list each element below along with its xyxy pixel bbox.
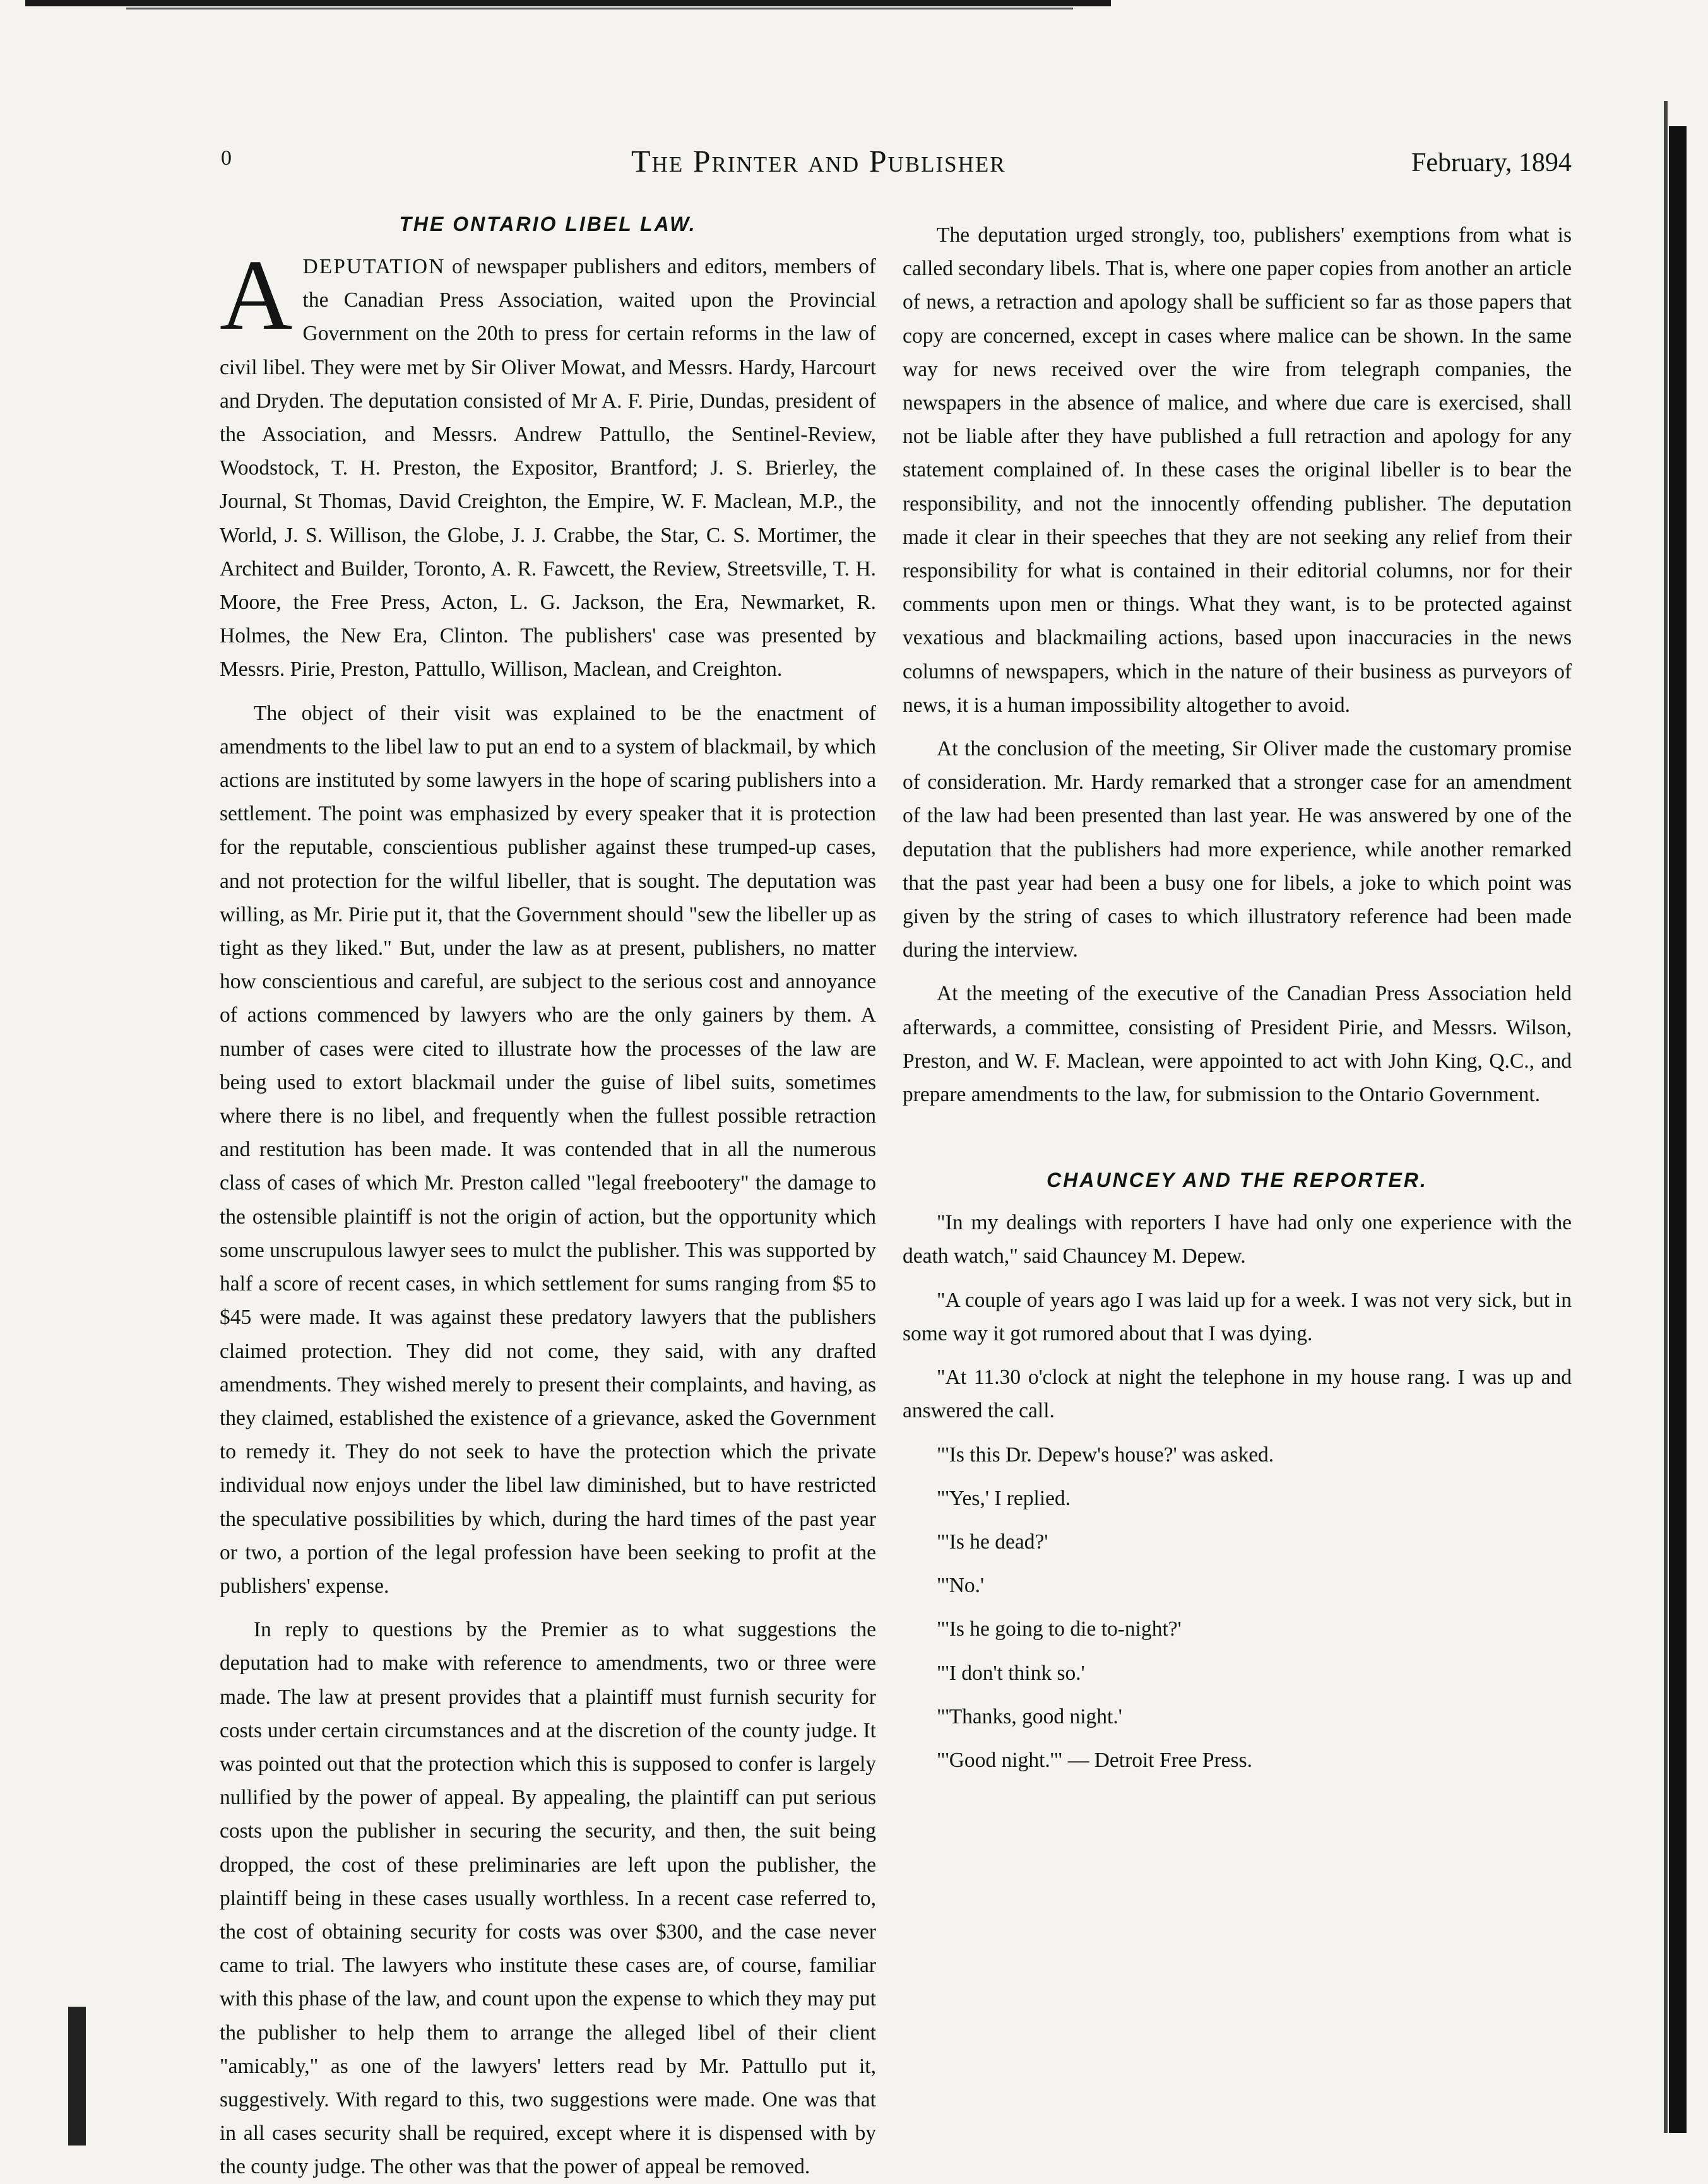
column-right — [903, 208, 1572, 1777]
paragraph-text: of newspaper publishers and editors, members of the Canadian Press Association, waited upon the Provincial Government on the 20th to press for certain reforms in the law of civil libel. They were met by Sir Oliver Mowat, and Messrs. Hardy, Harcourt and Dryden. The deputation consisted of Mr A. F. Pirie, Dundas, president of the Association, and Messrs. Andrew Pattullo, the Sentinel-Review, Woodstock, T. H. Preston, the Expositor, Brantford; J. S. Brierley, the Journal, St Thomas, David Creighton, the Empire, W. F. Maclean, M.P., the World, J. S. Willison, the Globe, J. J. Crabbe, the Star, C. S. Mortimer, the Architect and Builder, Toronto, A. R. Fawcett, the Review, Streetsville, T. H. Moore, the Free Press, Acton, L. G. Jackson, the Era, Newmarket, R. Holmes, the New Era, Clinton. The publishers' case was presented by Messrs. Pirie, Preston, Pattullo, Willison, Maclean, and Creighton. — [220, 255, 877, 682]
article-title-libel-law: THE ONTARIO LIBEL LAW. — [399, 213, 697, 235]
running-head: The Printer and Publisher — [631, 143, 1006, 179]
article-paragraph: At the conclusion of the meeting, Sir Oliver made the customary promise of consideration. Mr. Hardy remarked that a stronger case for an amendment of the law had been presented than last year. He was answered by one of the deputation that the publishers had more experience, while another remarked that the past year had been a busy one for libels, a joke to which point was given by the string of cases to which illustratory reference had been made during the interview. — [903, 737, 1572, 962]
scan-edge-top-line — [126, 8, 1073, 9]
dialogue-line: "A couple of years ago I was laid up for a week. I was not very sick, but in some way it got rumored about that I was dying. — [903, 1288, 1572, 1345]
dropcap: A — [220, 239, 293, 351]
dialogue — [903, 1206, 1572, 1777]
article-paragraph: At the meeting of the executive of the Canadian Press Association held afterwards, a committee, consisting of President Pirie, and Messrs. Wilson, Preston, and W. F. Maclean, were appointed to act with John King, Q.C., and prepare amendments to the law, for submission to the Ontario Government. — [903, 982, 1572, 1107]
page-header — [0, 143, 1708, 184]
dialogue-line: "'Is he dead?' — [937, 1530, 1048, 1554]
article-title-chauncey: CHAUNCEY AND THE REPORTER. — [1047, 1169, 1428, 1192]
dialogue-line: "'I don't think so.' — [937, 1661, 1085, 1685]
article-paragraph — [220, 239, 877, 687]
dialogue-line: "'Yes,' I replied. — [937, 1486, 1071, 1510]
dialogue-line: "'Is this Dr. Depew's house?' was asked. — [937, 1443, 1274, 1467]
dialogue-line: "'Is he going to die to-night?' — [937, 1617, 1182, 1641]
dialogue-line: "At 11.30 o'clock at night the telephone in my house rang. I was up and answered the call. — [903, 1366, 1572, 1423]
dialogue-line: "'Thanks, good night.' — [937, 1704, 1122, 1728]
column-left — [220, 208, 876, 2184]
scan-edge-left-bottom — [68, 2007, 86, 2146]
article-paragraph: In reply to questions by the Premier as to what suggestions the deputation had to make with reference to amendments, two or three were made. The law at present provides that a plaintiff must furnish security for costs under certain circumstances and at the discretion of the county judge. It was pointed out that the protection which this is supposed to confer is largely nullified by the power of appeal. By appealing, the plaintiff can put serious costs upon the publisher in securing the security, and then, the suit being dropped, the cost of these preliminaries are left upon the publisher, the plaintiff being in these cases usually worthless. In a recent case referred to, the cost of obtaining security for costs was over $300, and the case never came to trial. The lawyers who institute these cases are, of course, familiar with this phase of the law, and count upon the expense to which they may put the publisher to help them to arrange the alleged libel of their client "amicably," as one of the lawyers' letters read by Mr. Pattullo put it, suggestively. With regard to this, two suggestions were made. One was that in all cases security shall be required, except where it is dispensed with by the county judge. The other was that the power of appeal be removed. — [220, 1618, 876, 2179]
dialogue-line: "'Good night.'" — Detroit Free Press. — [937, 1748, 1252, 1772]
page-number: 0 — [221, 146, 232, 170]
dialogue-line: "'No.' — [937, 1574, 985, 1598]
dialogue-line: "In my dealings with reporters I have had only one experience with the death watch," said Chauncey M. Depew. — [903, 1211, 1572, 1268]
lead-smallcaps: DEPUTATION — [302, 255, 446, 278]
scan-edge-right — [1669, 126, 1687, 2133]
scan-edge-top — [25, 0, 1111, 6]
article-paragraph: The object of their visit was explained to be the enactment of amendments to the libel law to put an end to a system of blackmail, by which actions are instituted by some lawyers in the hope of scaring publishers into a settlement. The point was emphasized by every speaker that it is protection for the reputable, conscientious publisher against these trumped-up cases, and not protection for the wilful libeller, that is sought. The deputation was willing, as Mr. Pirie put it, that the Government should "sew the libeller up as tight as they liked." But, under the law as at present, publishers, no matter how conscientious and careful, are subject to the serious cost and annoyance of actions commenced by lawyers who are the only gainers by them. A number of cases were cited to illustrate how the processes of the law are being used to extort blackmail under the guise of libel suits, sometimes where there is no libel, and frequently when the fullest possible retraction and restitution has been made. It was contended that in all the numerous class of cases of which Mr. Preston called "legal freebootery" the damage to the ostensible plaintiff is not the origin of action, but the opportunity which some unscrupulous lawyer sees to mulct the publisher. This was supported by half a score of recent cases, in which settlement for sums ranging from $5 to $45 were made. It was against these predatory lawyers that the publishers claimed protection. They did not come, they said, with any drafted amendments. They wished merely to present their complaints, and having, as they claimed, established the existence of a grievance, asked the Government to remedy it. They do not seek to have the protection which the private individual now enjoys under the libel law diminished, but to have restricted the speculative possibilities by which, during the hard times of the past year or two, a portion of the legal profession have been seeking to profit at the publishers' expense. — [220, 701, 876, 1598]
article-paragraph: The deputation urged strongly, too, publishers' exemptions from what is called secondary libels. That is, where one paper copies from another an article of news, a retraction and apology shall be sufficient so far as those papers that copy are concerned, except in cases where malice can be shown. In the same way for news received over the wire from telegraph companies, the newspapers in the absence of malice, and where due care is exercised, shall not be liable after they have published a full retraction and apology for any statement complained of. In these cases the original libeller is to bear the responsibility, and not the innocently offending publisher. The deputation made it clear in their speeches that they are not seeking any relief from their responsibility for what is contained in their editorial columns, nor for their comments upon men or things. What they want, is to be protected against vexatious and blackmailing actions, based upon inaccuracies in the news columns of newspapers, which in the nature of their business as purveyors of news, it is a human impossibility altogether to avoid. — [903, 223, 1572, 717]
issue-date: February, 1894 — [1411, 148, 1572, 177]
scan-edge-right-line — [1664, 101, 1668, 2133]
section-spacer — [903, 1111, 1572, 1164]
